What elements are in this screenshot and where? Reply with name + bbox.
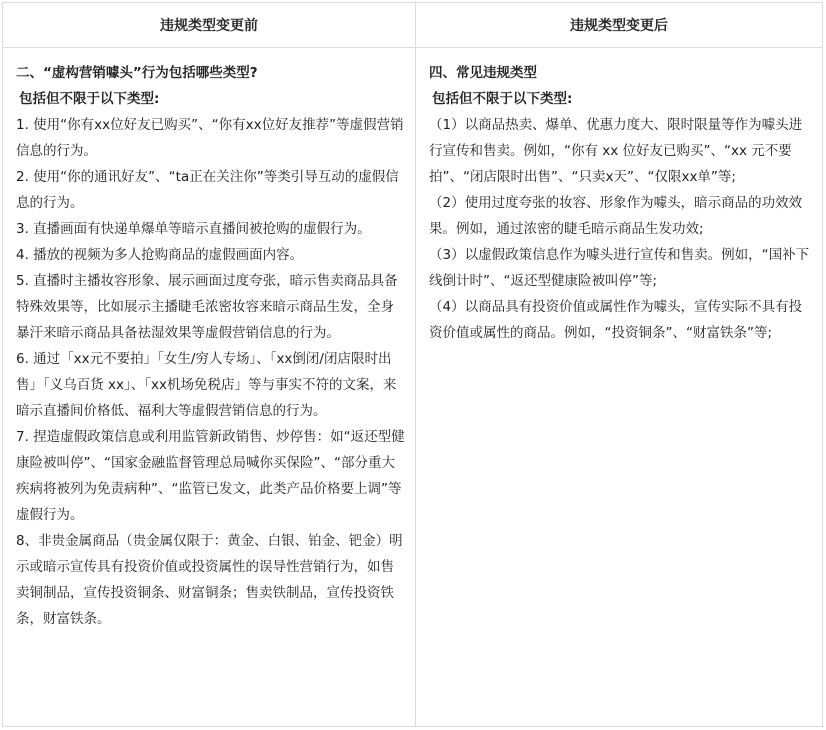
before-item-5: 5. 直播时主播妆容形象、展示画面过度夸张，暗示售卖商品具备特殊效果等，比如展示主播睫毛浓密妆容来暗示商品生发，全身暴汗来暗示商品具备祛湿效果等虚假营销信息的行为。 (16, 273, 398, 341)
before-item-8: 8、非贵金属商品（贵金属仅限于：黄金、白银、铂金、钯金）明示或暗示宣传具有投资价值或投资属性的误导性营销行为，如售卖铜制品，宣传投资铜条、财富铜条；售卖铁制品，宣传投资铁条，财富铁条。 (16, 533, 403, 627)
after-item-1: （1）以商品热卖、爆单、优惠力度大、限时限量等作为噱头进行宣传和售卖。例如，“你有 xx 位好友已购买”、“xx 元不要拍”、“闭店限时出售”、“只卖x天”、“仅限xx单”等; (429, 117, 803, 185)
before-item-7: 7. 捏造虚假政策信息或利用监管新政销售、炒停售：如“返还型健康险被叫停”、“国家金融监督管理总局喊你买保险”、“部分重大疾病将被列为免责病种”、“监管已发文，此类产品价格要上调”等虚假行为。 (16, 429, 405, 523)
after-item-4: （4）以商品具有投资价值或属性作为噱头，宣传实际不具有投资价值或属性的商品。例如，“投资铜条”、“财富铁条”等; (429, 299, 803, 341)
before-item-4: 4. 播放的视频为多人抢购商品的虚假画面内容。 (16, 247, 304, 263)
after-cell (416, 48, 822, 726)
after-subtitle: 包括但不限于以下类型: (432, 91, 573, 107)
comparison-table (2, 2, 823, 727)
before-item-6: 6. 通过「xx元不要拍」「女生/穷人专场」、「xx倒闭/闭店限时出售」「义乌百货 xx」、「xx机场免税店」等与事实不符的文案，来暗示直播间价格低、福利大等虚假营销信息的行为。 (16, 351, 397, 419)
header-after: 违规类型变更后 (416, 3, 822, 48)
before-item-3: 3. 直播画面有快递单爆单等暗示直播间被抢购的虚假行为。 (16, 221, 371, 237)
before-item-2: 2. 使用“你的通讯好友”、“ta正在关注你”等类引导互动的虚假信息的行为。 (16, 169, 399, 211)
before-title: 二、“虚构营销噱头”行为包括哪些类型? (16, 65, 258, 81)
after-title: 四、常见违规类型 (429, 65, 537, 81)
before-item-1: 1. 使用“你有xx位好友已购买”、“你有xx位好友推荐”等虚假营销信息的行为。 (16, 117, 404, 159)
after-item-2: （2）使用过度夸张的妆容、形象作为噱头，暗示商品的功效效果。例如，通过浓密的睫毛暗示商品生发功效; (429, 195, 803, 237)
header-before: 违规类型变更前 (3, 3, 416, 48)
before-cell (3, 48, 416, 726)
after-item-3: （3）以虚假政策信息作为噱头进行宣传和售卖。例如，“国补下线倒计时”、“返还型健康险被叫停”等; (429, 247, 810, 289)
before-subtitle: 包括但不限于以下类型: (19, 91, 160, 107)
